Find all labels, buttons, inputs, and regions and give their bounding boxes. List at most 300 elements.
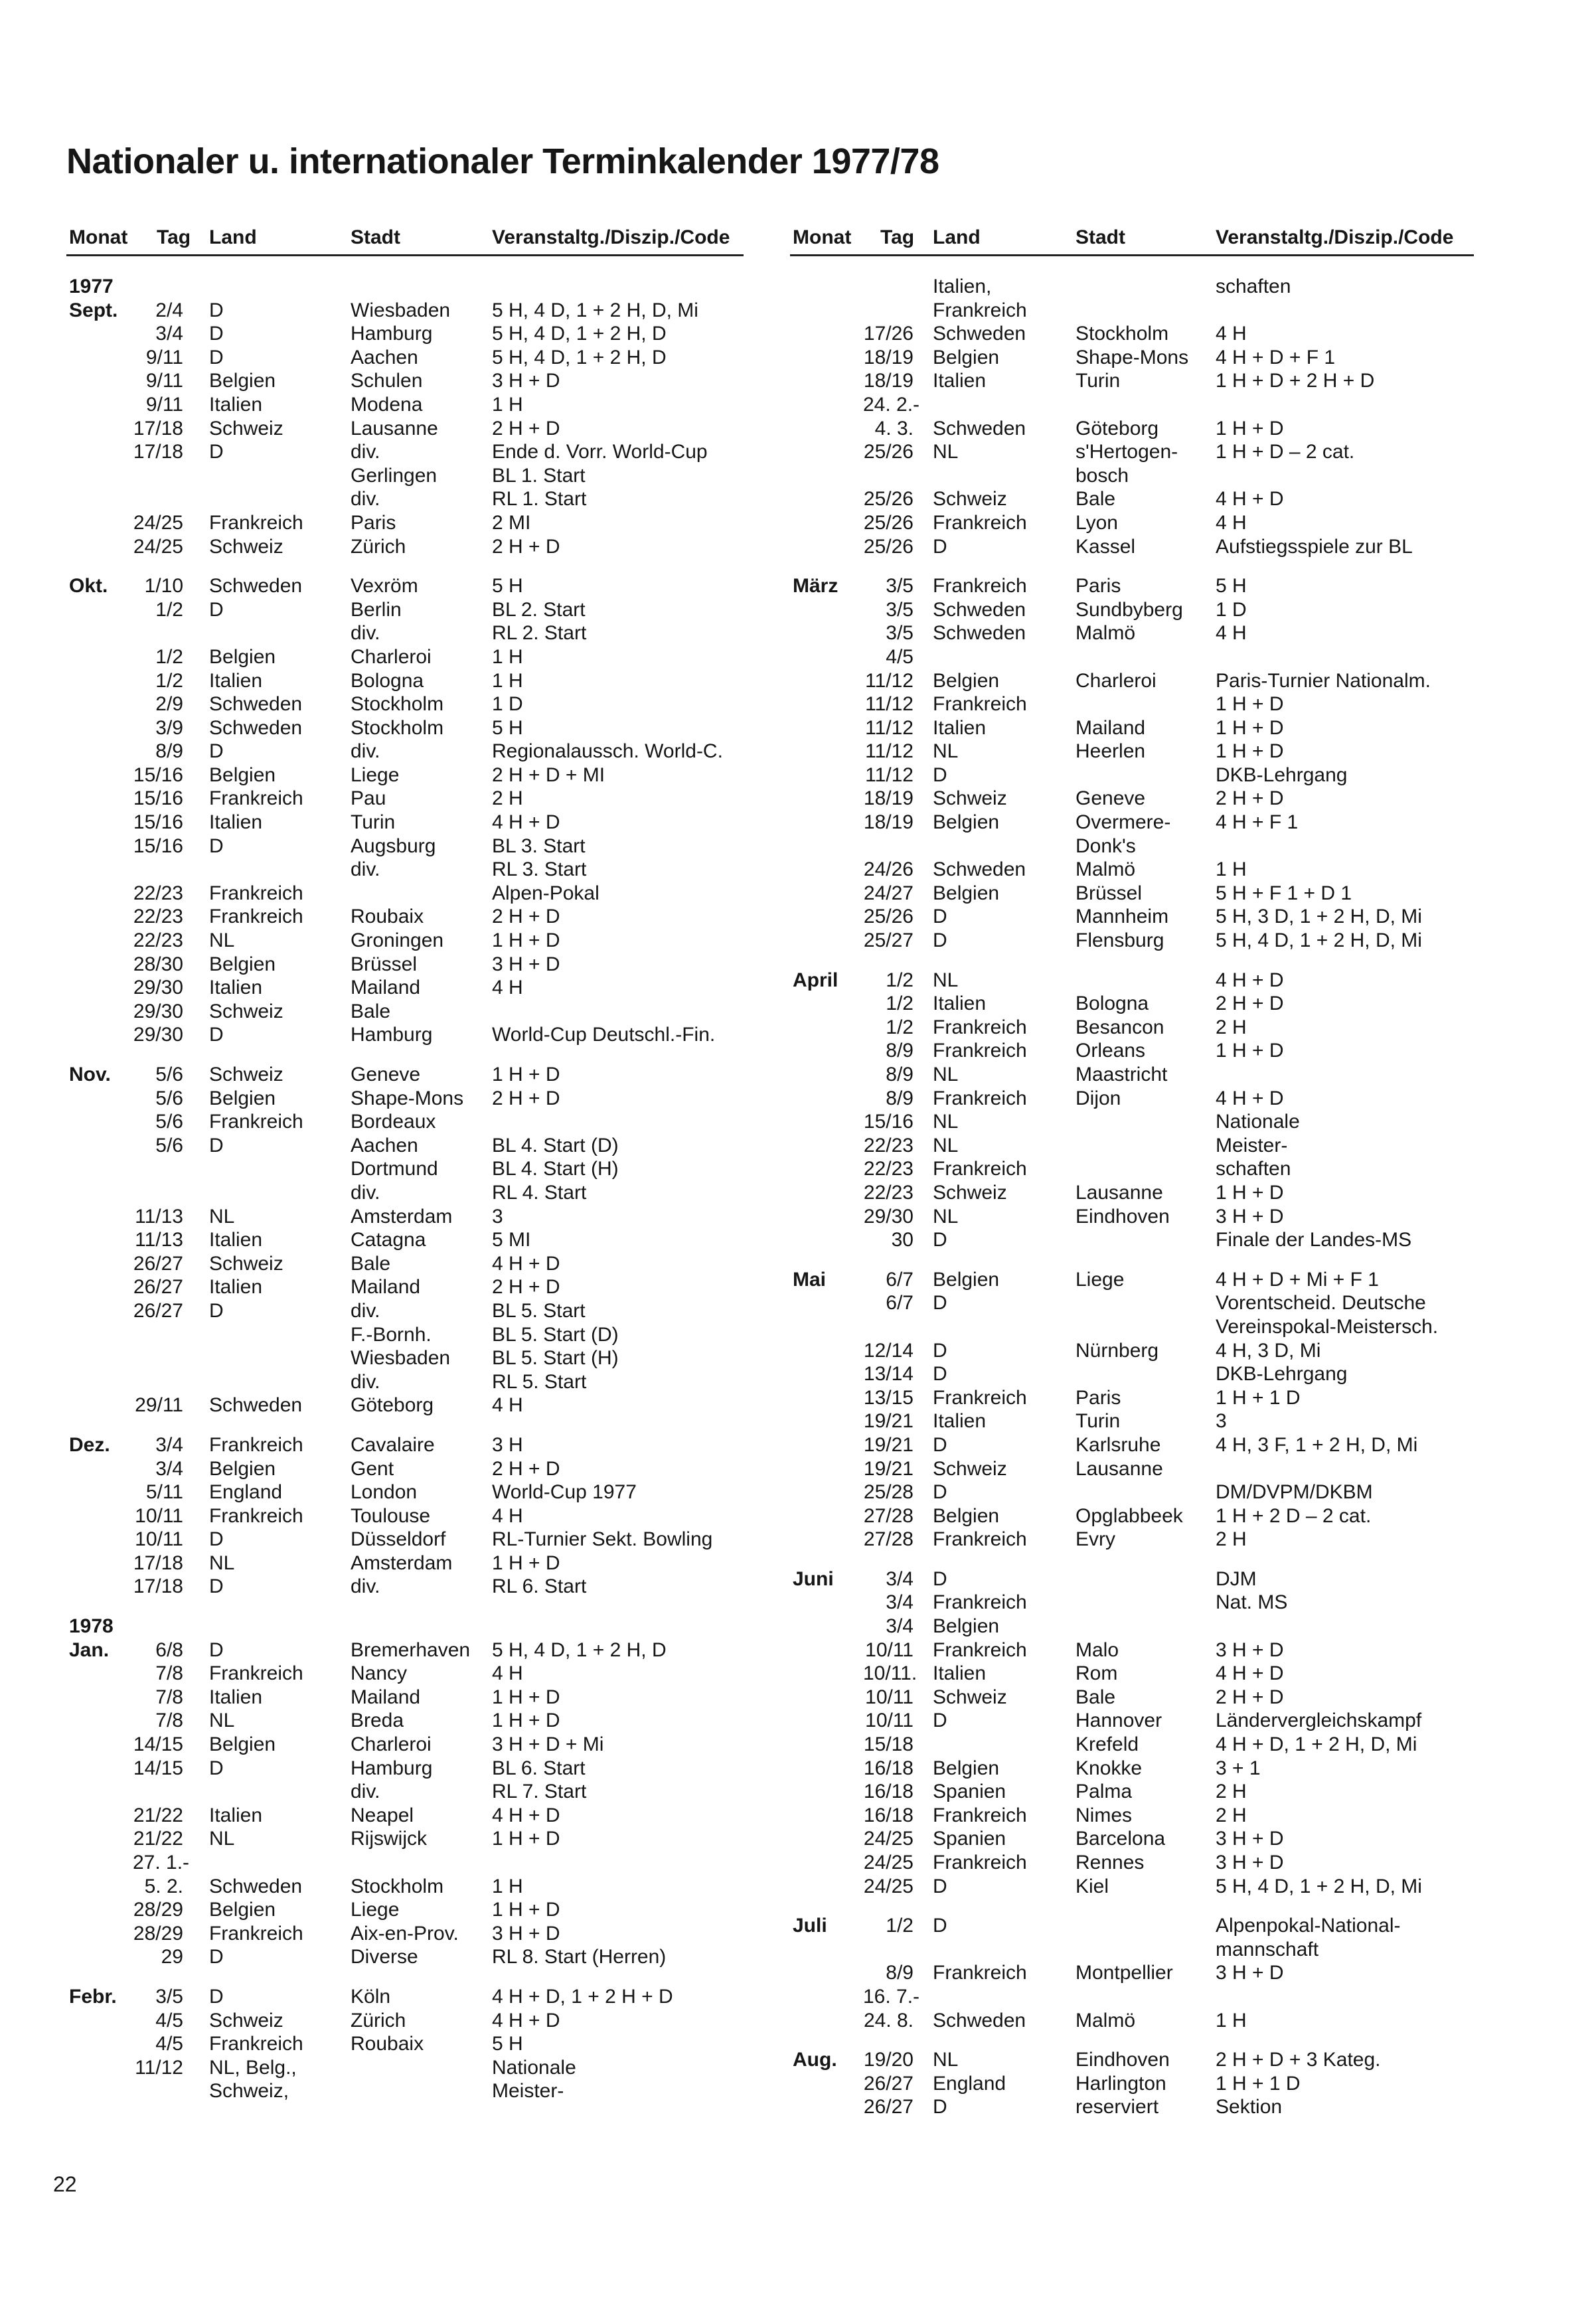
city: Malmö <box>1076 858 1136 881</box>
calendar-row <box>790 1938 1474 1962</box>
country: D <box>933 1481 947 1504</box>
country: Frankreich <box>209 1433 303 1456</box>
country: Frankreich <box>933 1386 1027 1409</box>
city: London <box>351 1481 418 1504</box>
month: März <box>793 575 838 598</box>
event-code: 4 H + D <box>492 1804 560 1826</box>
country: Schweden <box>933 323 1026 345</box>
calendar-row <box>790 740 1474 763</box>
calendar-row <box>66 1181 744 1205</box>
event-code: Ende d. Vorr. World-Cup <box>492 441 708 463</box>
event-code: 1 H + D <box>492 1828 560 1850</box>
calendar-row <box>66 740 744 763</box>
calendar-row <box>790 1039 1474 1063</box>
country: NL <box>933 1111 959 1133</box>
event-code: Vorentscheid. Deutsche <box>1216 1292 1426 1315</box>
calendar-row <box>66 1228 744 1252</box>
country: Belgien <box>209 370 276 392</box>
city: Göteborg <box>351 1394 434 1417</box>
section-spacer <box>790 2032 1474 2048</box>
calendar-row <box>790 858 1474 882</box>
day: 11/12 <box>865 763 914 786</box>
calendar-row <box>790 417 1474 441</box>
day: 5. 2. <box>144 1875 183 1897</box>
calendar-row <box>790 787 1474 811</box>
event-code: BL 4. Start (D) <box>492 1134 619 1156</box>
day: 24/26 <box>863 858 914 881</box>
event-code: 4 H <box>492 1662 523 1685</box>
calendar-row <box>790 1016 1474 1040</box>
section-spacer <box>66 1599 744 1615</box>
event-code: 5 H, 4 D, 1 + 2 H, D <box>492 323 667 345</box>
day: 10/11. <box>863 1662 918 1685</box>
day: 9/11 <box>145 393 183 416</box>
day: 25/26 <box>863 535 914 558</box>
city: Hamburg <box>351 323 433 345</box>
calendar-row <box>66 1552 744 1575</box>
calendar-row <box>790 1851 1474 1875</box>
month: Dez. <box>69 1433 110 1456</box>
day: 8/9 <box>886 1040 914 1062</box>
header-land: Land <box>209 226 257 248</box>
event-code: 1 H + D – 2 cat. <box>1216 441 1355 463</box>
calendar-row <box>790 1591 1474 1615</box>
city: Breda <box>351 1710 404 1732</box>
day: 29 <box>161 1946 183 1968</box>
day: 17/18 <box>133 417 183 439</box>
month: Aug. <box>793 2049 837 2071</box>
day: 3/5 <box>886 622 914 645</box>
city: Nancy <box>351 1662 408 1685</box>
city: Dortmund <box>351 1158 438 1180</box>
event-code: 5 H <box>492 2033 523 2055</box>
city: Rijswijck <box>351 1828 427 1850</box>
event-code: 3 H + D + Mi <box>492 1733 604 1756</box>
event-code: 5 H, 4 D, 1 + 2 H, D, Mi <box>1216 929 1422 952</box>
city: Malmö <box>1076 2009 1136 2032</box>
country: Italien <box>209 669 263 692</box>
calendar-row <box>790 1386 1474 1410</box>
day: 8/9 <box>155 740 183 763</box>
calendar-row <box>790 1291 1474 1315</box>
event-code: 5 H <box>492 575 523 598</box>
city: Liege <box>351 1899 400 1921</box>
event-code: 3 H + D <box>492 953 560 975</box>
country: D <box>933 906 947 928</box>
calendar-row <box>790 393 1474 417</box>
day: 18/19 <box>863 811 914 834</box>
event-code: 2 H <box>1216 1804 1247 1826</box>
country: Italien <box>933 1662 987 1685</box>
city: div. <box>351 1299 380 1322</box>
city: Bordeaux <box>351 1111 436 1133</box>
country: D <box>209 835 224 857</box>
city: Rennes <box>1076 1852 1145 1873</box>
event-code: RL 2. Start <box>492 622 587 645</box>
city: Eindhoven <box>1076 2049 1170 2071</box>
day: 11/12 <box>135 2056 183 2079</box>
event-code: 1 H + D <box>492 1064 560 1085</box>
calendar-row <box>66 1662 744 1686</box>
country: Schweiz <box>933 1457 1007 1480</box>
city: Turin <box>1076 1410 1121 1433</box>
day: 17/18 <box>133 1552 183 1574</box>
calendar-row <box>66 1780 744 1804</box>
calendar-row <box>790 487 1474 511</box>
day: 15/16 <box>863 1111 914 1133</box>
calendar-row <box>790 1362 1474 1386</box>
country: Belgien <box>933 1268 1000 1291</box>
city: s'Hertogen- <box>1076 441 1178 463</box>
country: D <box>209 1024 224 1046</box>
calendar-row <box>66 2056 744 2080</box>
country: D <box>209 1638 224 1661</box>
country: England <box>209 1481 283 1504</box>
day: 22/23 <box>133 882 183 904</box>
calendar-row <box>790 1709 1474 1733</box>
calendar-row <box>790 369 1474 393</box>
calendar-row <box>790 346 1474 370</box>
event-code: 5 H, 4 D, 1 + 2 H, D, Mi <box>492 299 698 321</box>
month: Mai <box>793 1268 827 1291</box>
city: Roubaix <box>351 2033 424 2055</box>
calendar-row <box>790 1914 1474 1938</box>
day: 1/2 <box>886 993 914 1015</box>
city: Vexröm <box>351 575 418 598</box>
city: Bale <box>351 1252 391 1275</box>
calendar-row <box>66 1063 744 1087</box>
event-code: 3 H + D <box>1216 1962 1284 1984</box>
calendar-row <box>790 598 1474 622</box>
city: Paris <box>1076 1386 1121 1409</box>
city: Zürich <box>351 535 406 558</box>
city: Brüssel <box>1076 882 1143 904</box>
calendar-row <box>66 1504 744 1528</box>
day: 24. 2.- <box>863 393 920 416</box>
calendar-row <box>66 1433 744 1457</box>
day: 22/23 <box>863 1158 914 1180</box>
country: Italien <box>209 1229 263 1251</box>
event-code: 1 H <box>492 1875 523 1897</box>
calendar-row <box>66 882 744 906</box>
day: 14/15 <box>133 1733 183 1756</box>
section-spacer <box>790 1552 1474 1567</box>
calendar-row <box>790 1228 1474 1252</box>
calendar-row <box>66 1000 744 1024</box>
event-code: 5 H, 3 D, 1 + 2 H, D, Mi <box>1216 906 1422 928</box>
calendar-row <box>66 1087 744 1111</box>
country: Schweiz <box>933 1181 1007 1204</box>
country: D <box>209 346 224 368</box>
day: 1/10 <box>144 575 183 598</box>
country: Frankreich <box>933 299 1027 321</box>
calendar-row <box>66 1110 744 1134</box>
section-spacer <box>790 558 1474 574</box>
day: 18/19 <box>863 370 914 392</box>
calendar-row <box>790 1433 1474 1457</box>
calendar-row <box>66 1945 744 1969</box>
day: 26/27 <box>133 1276 183 1299</box>
day: 10/11 <box>865 1638 914 1661</box>
city: Turin <box>351 811 396 834</box>
calendar-row <box>790 275 1474 299</box>
calendar-row <box>66 835 744 858</box>
calendar-row <box>66 275 744 299</box>
city: Aachen <box>351 1134 418 1156</box>
event-code: 4 H + F 1 <box>1216 811 1299 834</box>
section-spacer <box>66 1417 744 1433</box>
city: Nimes <box>1076 1804 1133 1826</box>
day: 5/6 <box>155 1111 183 1133</box>
city: div. <box>351 858 380 881</box>
day: 10/11 <box>865 1686 914 1708</box>
country: Italien, <box>933 276 992 297</box>
country: NL <box>209 1552 235 1574</box>
calendar-row <box>790 992 1474 1016</box>
event-code: 1 H + D <box>1216 740 1284 763</box>
calendar-row <box>66 763 744 787</box>
day: 29/30 <box>863 1205 914 1228</box>
country: Frankreich <box>933 511 1027 534</box>
day: 29/30 <box>133 977 183 999</box>
country: NL <box>209 929 235 952</box>
calendar-row <box>790 1268 1474 1292</box>
event-code: 2 H + D <box>492 1087 560 1109</box>
event-code: 2 H + D + MI <box>492 763 605 786</box>
day: 11/13 <box>135 1229 183 1251</box>
calendar-row <box>790 1528 1474 1552</box>
calendar-row <box>790 1733 1474 1757</box>
day: 16. 7.- <box>863 1985 920 2008</box>
city: Lausanne <box>1076 1181 1163 1204</box>
city: Mailand <box>351 1276 421 1299</box>
day: 4. 3. <box>874 417 914 439</box>
day: 4/5 <box>155 2033 183 2055</box>
calendar-row <box>790 621 1474 645</box>
country: D <box>209 299 224 321</box>
calendar-row <box>790 716 1474 740</box>
calendar-row <box>790 322 1474 346</box>
day: 6/8 <box>155 1638 183 1661</box>
country: Belgien <box>209 1733 276 1756</box>
calendar-row <box>66 621 744 645</box>
day: 15/18 <box>863 1733 914 1756</box>
country: Spanien <box>933 1781 1006 1803</box>
calendar-row <box>66 369 744 393</box>
day: 1/2 <box>155 669 183 692</box>
calendar-row <box>66 511 744 535</box>
city: Lausanne <box>1076 1457 1163 1480</box>
day: 24/27 <box>863 882 914 904</box>
event-code: 4 H + D, 1 + 2 H + D <box>492 1985 673 2008</box>
day: 1/2 <box>886 1915 914 1937</box>
country: Frankreich <box>209 1111 303 1133</box>
event-code: schaften <box>1216 1158 1291 1180</box>
section-spacer <box>66 1047 744 1063</box>
event-code: 1 H + 2 D – 2 cat. <box>1216 1504 1372 1527</box>
day: 9/11 <box>145 370 183 392</box>
event-code: 2 H <box>1216 1781 1247 1803</box>
event-code: 1 H + 1 D <box>1216 1386 1301 1409</box>
city: Bale <box>351 1000 391 1022</box>
day: 3/4 <box>155 323 183 345</box>
day: 29/30 <box>133 1024 183 1046</box>
header-tag: Tag <box>157 226 191 248</box>
day: 19/21 <box>863 1457 914 1480</box>
event-code: DM/DVPM/DKBM <box>1216 1481 1373 1504</box>
calendar-row <box>66 1851 744 1875</box>
event-code: Finale der Landes-MS <box>1216 1229 1412 1251</box>
country: Schweden <box>933 417 1026 439</box>
day: 24/25 <box>863 1852 914 1873</box>
section-spacer <box>790 1252 1474 1268</box>
calendar-row <box>790 1205 1474 1229</box>
day: 2/4 <box>155 299 183 321</box>
day: 29/11 <box>135 1394 183 1417</box>
city: Montpellier <box>1076 1962 1173 1984</box>
day: 19/21 <box>863 1433 914 1456</box>
calendar-row <box>790 1686 1474 1710</box>
month: 1978 <box>69 1615 114 1638</box>
calendar-row <box>66 716 744 740</box>
country: NL <box>209 1828 235 1850</box>
calendar-row <box>66 2009 744 2033</box>
event-code: RL 7. Start <box>492 1781 587 1803</box>
city: Nürnberg <box>1076 1339 1159 1362</box>
calendar-row <box>790 1157 1474 1181</box>
event-code: BL 5. Start (H) <box>492 1347 619 1370</box>
event-code: 1 H + D <box>492 1710 560 1732</box>
calendar-row <box>66 1804 744 1828</box>
country: Frankreich <box>933 1638 1027 1661</box>
calendar-row <box>790 2095 1474 2119</box>
day: 7/8 <box>155 1686 183 1708</box>
section-spacer <box>790 1898 1474 1914</box>
event-code: 1 H + D <box>1216 693 1284 716</box>
calendar-row <box>790 1087 1474 1111</box>
event-code: 4 H <box>492 1504 523 1527</box>
event-code: 4 H + D + Mi + F 1 <box>1216 1268 1379 1291</box>
event-code: 2 H + D <box>1216 787 1284 810</box>
calendar-row <box>790 1063 1474 1087</box>
event-code: 2 MI <box>492 511 531 534</box>
event-code: RL 4. Start <box>492 1181 587 1204</box>
calendar-row <box>790 669 1474 693</box>
event-code: 5 H <box>1216 575 1247 598</box>
country: D <box>209 598 224 621</box>
country: D <box>209 1528 224 1551</box>
day: 11/12 <box>865 716 914 739</box>
day: 25/26 <box>863 488 914 511</box>
city: Hannover <box>1076 1710 1162 1732</box>
calendar-row <box>66 322 744 346</box>
event-code: 2 H + D <box>1216 1686 1284 1708</box>
calendar-row <box>66 1323 744 1347</box>
city: Opglabbeek <box>1076 1504 1183 1527</box>
column-header <box>66 222 744 256</box>
country: NL <box>933 1064 959 1085</box>
calendar-row <box>66 858 744 882</box>
city: Düsseldorf <box>351 1528 446 1551</box>
country: Schweiz <box>209 535 283 558</box>
country: D <box>933 1710 947 1732</box>
city: Zürich <box>351 2009 406 2032</box>
month: Febr. <box>69 1985 117 2008</box>
country: D <box>209 323 224 345</box>
event-code: 2 H <box>1216 1528 1247 1551</box>
calendar-column-right <box>790 222 1474 2119</box>
event-code: Meister- <box>1216 1134 1288 1156</box>
calendar-row <box>790 1827 1474 1851</box>
event-code: 4 H + D <box>492 811 560 834</box>
country: Schweden <box>933 598 1026 621</box>
calendar-column-left <box>66 222 744 2103</box>
calendar-row <box>66 1757 744 1781</box>
calendar-row <box>66 1457 744 1481</box>
event-code: 4 H + D, 1 + 2 H, D, Mi <box>1216 1733 1417 1756</box>
day: 24/25 <box>863 1828 914 1850</box>
country: D <box>933 1363 947 1386</box>
event-code: 2 H <box>1216 1016 1247 1038</box>
calendar-row <box>790 1961 1474 1985</box>
country: Schweden <box>209 575 303 598</box>
event-code: Alpen-Pokal <box>492 882 599 904</box>
country: Frankreich <box>933 1962 1027 1984</box>
day: 1/2 <box>155 645 183 668</box>
event-code: 5 MI <box>492 1229 531 1251</box>
calendar-row <box>66 1480 744 1504</box>
city: Evry <box>1076 1528 1115 1551</box>
month: Juli <box>793 1915 827 1937</box>
day: 27/28 <box>863 1504 914 1527</box>
event-code: 1 H <box>1216 858 1247 881</box>
event-code: 1 H + D <box>492 1552 560 1574</box>
calendar-row <box>66 1252 744 1276</box>
city: Geneve <box>351 1064 421 1085</box>
month: Jan. <box>69 1638 110 1661</box>
country: D <box>933 1567 947 1590</box>
day: 5/6 <box>155 1134 183 1156</box>
day: 25/28 <box>863 1481 914 1504</box>
calendar-row <box>790 1409 1474 1433</box>
city: Amsterdam <box>351 1205 453 1228</box>
calendar-row <box>66 1615 744 1638</box>
day: 10/11 <box>135 1504 183 1527</box>
city: Charleroi <box>351 1733 432 1756</box>
calendar-row <box>66 1875 744 1899</box>
calendar-row <box>66 1346 744 1370</box>
country: D <box>933 1875 947 1897</box>
event-code: 4 H <box>1216 323 1247 345</box>
calendar-row <box>790 1480 1474 1504</box>
calendar-row <box>66 1709 744 1733</box>
day: 16/18 <box>863 1781 914 1803</box>
country: D <box>933 1292 947 1315</box>
city: Flensburg <box>1076 929 1164 952</box>
event-code: 3 <box>492 1205 503 1228</box>
event-code: 2 H + D <box>492 1457 560 1480</box>
city: Charleroi <box>1076 669 1157 692</box>
day: 29/30 <box>133 1000 183 1022</box>
day: 8/9 <box>886 1087 914 1109</box>
city: Bologna <box>351 669 424 692</box>
country: Frankreich <box>933 1591 1027 1614</box>
city: div. <box>351 1370 380 1393</box>
day: 7/8 <box>155 1662 183 1685</box>
event-code: Regionalaussch. World-C. <box>492 740 723 763</box>
day: 21/22 <box>133 1828 183 1850</box>
country: Belgien <box>933 1757 1000 1779</box>
